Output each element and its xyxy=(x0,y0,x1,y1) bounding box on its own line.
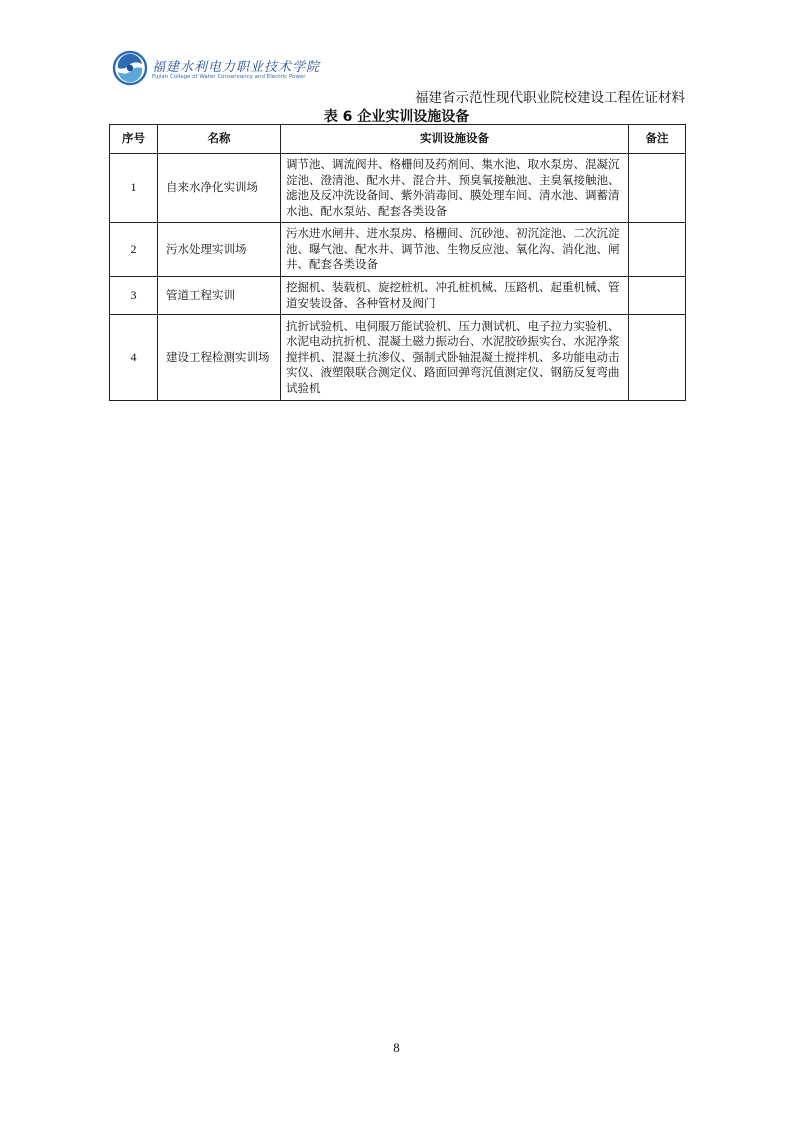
college-emblem-icon xyxy=(112,50,148,86)
row-remark xyxy=(629,154,686,223)
document-header: 福建省示范性现代职业院校建设工程佐证材料 xyxy=(415,90,685,106)
table-row xyxy=(110,223,686,277)
row-no: 2 xyxy=(110,223,158,277)
row-no: 3 xyxy=(110,277,158,315)
row-equipment: 挖掘机、装载机、旋挖桩机、冲孔桩机械、压路机、起重机械、管道安装设备、各种管材及阀门 xyxy=(281,277,629,315)
table-row xyxy=(110,315,686,401)
table-row xyxy=(110,154,686,223)
row-no: 1 xyxy=(110,154,158,223)
row-equipment: 调节池、调流阀井、格栅间及药剂间、集水池、取水泵房、混凝沉淀池、澄清池、配水井、混合井、预臭氧接触池、主臭氧接触池、滤池及反冲洗设备间、紫外消毒间、膜处理车间、清水池、调蓄清水池、配水泵站、配套各类设备 xyxy=(281,154,629,223)
equipment-table xyxy=(109,124,686,401)
header-no: 序号 xyxy=(110,125,158,154)
college-logo xyxy=(112,50,321,94)
header-name: 名称 xyxy=(158,125,281,154)
header-equipment: 实训设施设备 xyxy=(281,125,629,154)
row-name: 管道工程实训 xyxy=(158,277,281,315)
row-no: 4 xyxy=(110,315,158,401)
header-remark: 备注 xyxy=(629,125,686,154)
row-equipment: 污水进水闸井、进水泵房、格栅间、沉砂池、初沉淀池、二次沉淀池、曝气池、配水井、调节池、生物反应池、氧化沟、消化池、闸井、配套各类设备 xyxy=(281,223,629,277)
logo-english-text: Fujian College of Water Conservancy and Electric Power xyxy=(152,74,306,80)
table-row xyxy=(110,277,686,315)
row-remark xyxy=(629,315,686,401)
page-number: 8 xyxy=(393,1040,400,1055)
row-equipment: 抗折试验机、电伺服万能试验机、压力测试机、电子拉力实验机、水泥电动抗折机、混凝土磁力振动台、水泥胶砂振实台、水泥净浆搅拌机、混凝土抗渗仪、强制式卧轴混凝土搅拌机、多功能电动击实仪、液塑限联合测定仪、路面回弹弯沉值测定仪、钢筋反复弯曲试验机 xyxy=(281,315,629,401)
row-name: 自来水净化实训场 xyxy=(158,154,281,223)
row-name: 污水处理实训场 xyxy=(158,223,281,277)
table-title: 表 6 企业实训设施设备 xyxy=(323,109,470,125)
table-header-row xyxy=(110,125,686,154)
row-remark xyxy=(629,277,686,315)
logo-chinese-text: 福建水利电力职业技术学院 xyxy=(152,60,321,75)
row-remark xyxy=(629,223,686,277)
row-name: 建设工程检测实训场 xyxy=(158,315,281,401)
